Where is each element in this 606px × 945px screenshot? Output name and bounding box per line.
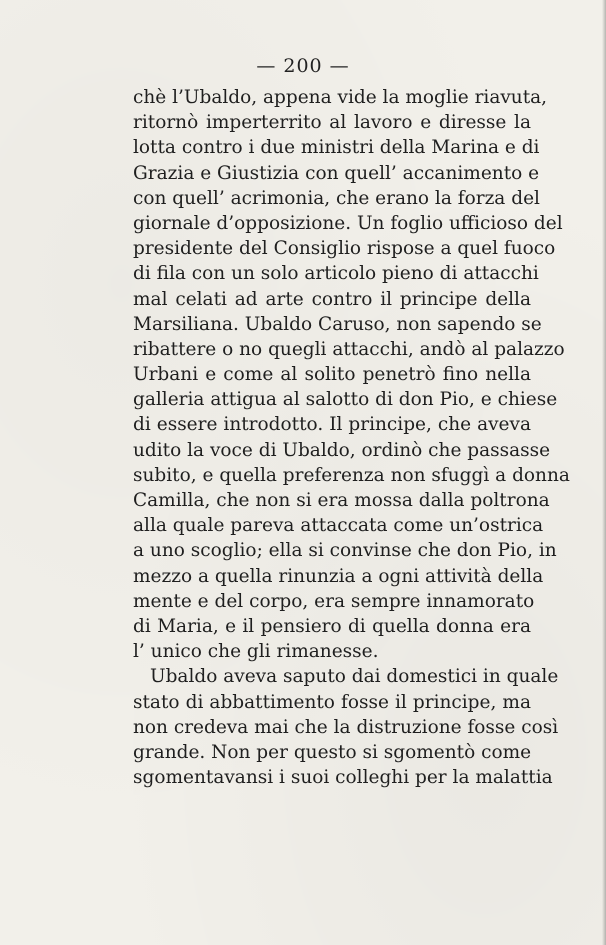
text-line: grande. Non per questo si sgomentò come	[133, 741, 532, 763]
paragraph-2	[133, 664, 559, 790]
text-line: ritornò imperterrito al lavoro e diresse la	[133, 112, 531, 134]
text-line: giornale d’opposizione. Un foglio ufficioso del	[133, 212, 563, 234]
text-line: ribattere o no quegli attacchi, andò al palazzo	[133, 338, 565, 360]
text-line: Marsiliana. Ubaldo Caruso, non sapendo se	[133, 313, 542, 335]
text-line: Ubaldo aveva saputo dai domestici in quale	[150, 666, 559, 688]
text-line: galleria attigua al salotto di don Pio, e chiese	[133, 389, 558, 411]
text-line: Grazia e Giustizia con quell’ accanimento e	[133, 162, 540, 184]
text-line: subito, e quella preferenza non sfuggì a donna	[133, 464, 570, 486]
page-edge-shadow	[602, 0, 606, 945]
text-line: mezzo a quella rinunzia a ogni attività della	[133, 565, 544, 587]
text-line: Urbani e come al solito penetrò fino nella	[133, 364, 531, 386]
text-line: mal celati ad arte contro il principe della	[133, 288, 531, 310]
text-line: con quell’ acrimonia, che erano la forza del	[133, 187, 540, 209]
text-line: stato di abbattimento fosse il principe, ma	[133, 691, 531, 713]
text-line: sgomentavansi i suoi colleghi per la malattia	[133, 767, 553, 789]
text-line: chè l’Ubaldo, appena vide la moglie riavuta,	[133, 87, 548, 108]
text-line: di Maria, e il pensiero di quella donna era	[133, 615, 531, 637]
text-line: alla quale pareva attaccata come un’ostrica	[133, 515, 544, 537]
text-line: presidente del Consiglio rispose a quel fuoco	[133, 238, 556, 260]
text-line: di fila con un solo articolo pieno di attacchi	[133, 263, 539, 285]
body-text	[133, 85, 570, 790]
text-line: Camilla, che non si era mossa dalla poltrona	[133, 490, 550, 511]
text-line: udito la voce di Ubaldo, ordinò che passasse	[133, 439, 551, 461]
text-line: a uno scoglio; ella si convinse che don Pio, in	[133, 540, 557, 562]
paragraph-1	[133, 85, 570, 664]
text-line: non credeva mai che la distruzione fosse così	[133, 716, 559, 738]
text-line: di essere introdotto. Il principe, che aveva	[133, 414, 531, 436]
page-number: — 200 —	[256, 55, 350, 77]
text-line: mente e del corpo, era sempre innamorato	[133, 590, 535, 612]
text-line: lotta contro i due ministri della Marina e di	[133, 137, 540, 159]
text-line: l’ unico che gli rimanesse.	[133, 641, 379, 663]
